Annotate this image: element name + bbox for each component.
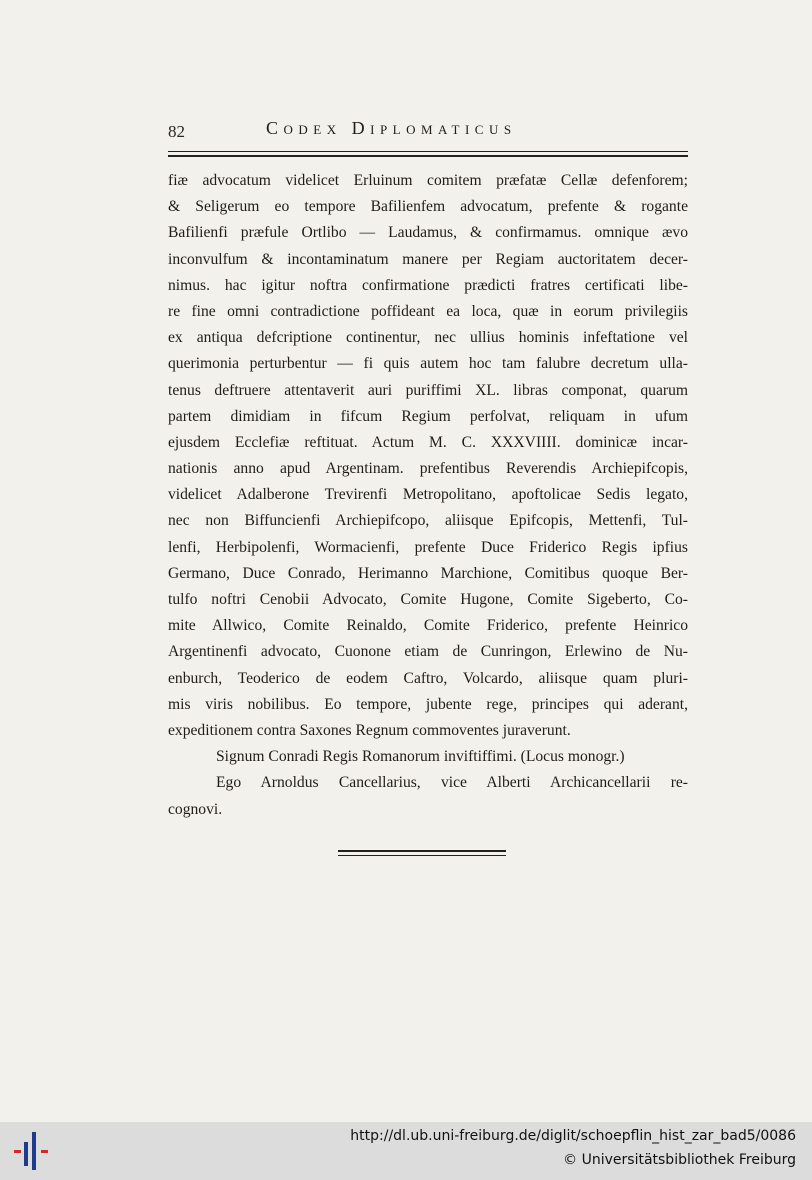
text-line: re fine omni contradictione poffideant ea loca, quæ in eorum privilegiis [168, 302, 688, 320]
header-rule-thin [168, 151, 688, 152]
logo-red-right [41, 1150, 48, 1153]
text-line: fiæ advocatum videlicet Erluinum comitem præfatæ Cellæ defenforem; [168, 172, 688, 189]
closing-rule-thick [338, 850, 506, 852]
text-line: Argentinenfi advocato, Cuonone etiam de Cunringon, Erlewino de Nu- [168, 643, 688, 661]
text-line: tenus deftruere attentaverit auri puriffimi XL. libras componat, quarum [168, 381, 688, 399]
text-line: enburch, Teoderico de eodem Caftro, Volcardo, aliisque quam pluri- [168, 669, 688, 687]
text-line: mite Allwico, Comite Reinaldo, Comite Friderico, prefente Heinrico [168, 617, 688, 635]
logo-blue-bar-1 [24, 1142, 28, 1166]
ub-freiburg-logo-icon[interactable] [12, 1130, 52, 1172]
text-line: expeditionem contra Saxones Regnum commoventes juraverunt. [168, 721, 571, 739]
text-line: nimus. hac igitur noftra confirmatione prædicti fratres certificati libe- [168, 276, 688, 294]
copyright-notice: © Universitätsbibliothek Freiburg [563, 1152, 796, 1168]
signum-line: Signum Conradi Regis Romanorum inviftiffimi. (Locus monogr.) [216, 748, 625, 766]
text-line: querimonia perturbentur — fi quis autem hoc tam falubre decretum ulla- [168, 355, 688, 373]
text-line: partem dimidiam in fifcum Regium perfolvat, reliquam in ufum [168, 407, 688, 425]
logo-blue-bar-2 [32, 1132, 36, 1170]
logo-red-left [14, 1150, 21, 1153]
running-title: Codex Diplomaticus [266, 118, 517, 138]
text-line: nationis anno apud Argentinam. prefentibus Reverendis Archiepifcopis, [168, 460, 688, 478]
recognovi-line: cognovi. [168, 800, 223, 818]
text-line: lenfi, Herbipolenfi, Wormacienfi, prefente Duce Friderico Regis ipfius [168, 538, 688, 556]
closing-rule-thin [338, 855, 506, 856]
text-line: ejusdem Ecclefiæ reftituat. Actum M. C. XXXVIIII. dominicæ incar- [168, 433, 688, 451]
text-line: ex antiqua defcriptione continentur, nec ullius hominis infeftatione vel [168, 329, 688, 347]
charter-text [168, 168, 688, 823]
text-line: & Seligerum eo tempore Bafilienfem advocatum, prefente & rogante [168, 198, 688, 216]
text-line: inconvulfum & incontaminatum manere per Regiam auctoritatem decer- [168, 250, 688, 268]
viewer-footer [0, 1122, 812, 1180]
text-line: nec non Biffuncienfi Archiepifcopo, aliisque Epifcopis, Mettenfi, Tul- [168, 512, 688, 530]
header-rule-thick [168, 155, 688, 157]
text-line: tulfo noftri Cenobii Advocato, Comite Hugone, Comite Sigeberto, Co- [168, 591, 688, 608]
page-number: 82 [168, 122, 185, 141]
text-line: videlicet Adalberone Trevirenfi Metropolitano, apoftolicae Sedis legato, [168, 486, 688, 504]
text-line: Germano, Duce Conrado, Herimanno Marchione, Comitibus quoque Ber- [168, 564, 688, 582]
text-line: Bafilienfi præfule Ortlibo — Laudamus, & confirmamus. omnique ævo [168, 224, 688, 242]
chancellor-line: Ego Arnoldus Cancellarius, vice Alberti Archicancellarii re- [216, 774, 688, 792]
text-line: mis viris nobilibus. Eo tempore, jubente rege, principes qui aderant, [168, 695, 688, 713]
source-url[interactable]: http://dl.ub.uni-freiburg.de/diglit/schoepflin_hist_zar_bad5/0086 [350, 1128, 796, 1144]
